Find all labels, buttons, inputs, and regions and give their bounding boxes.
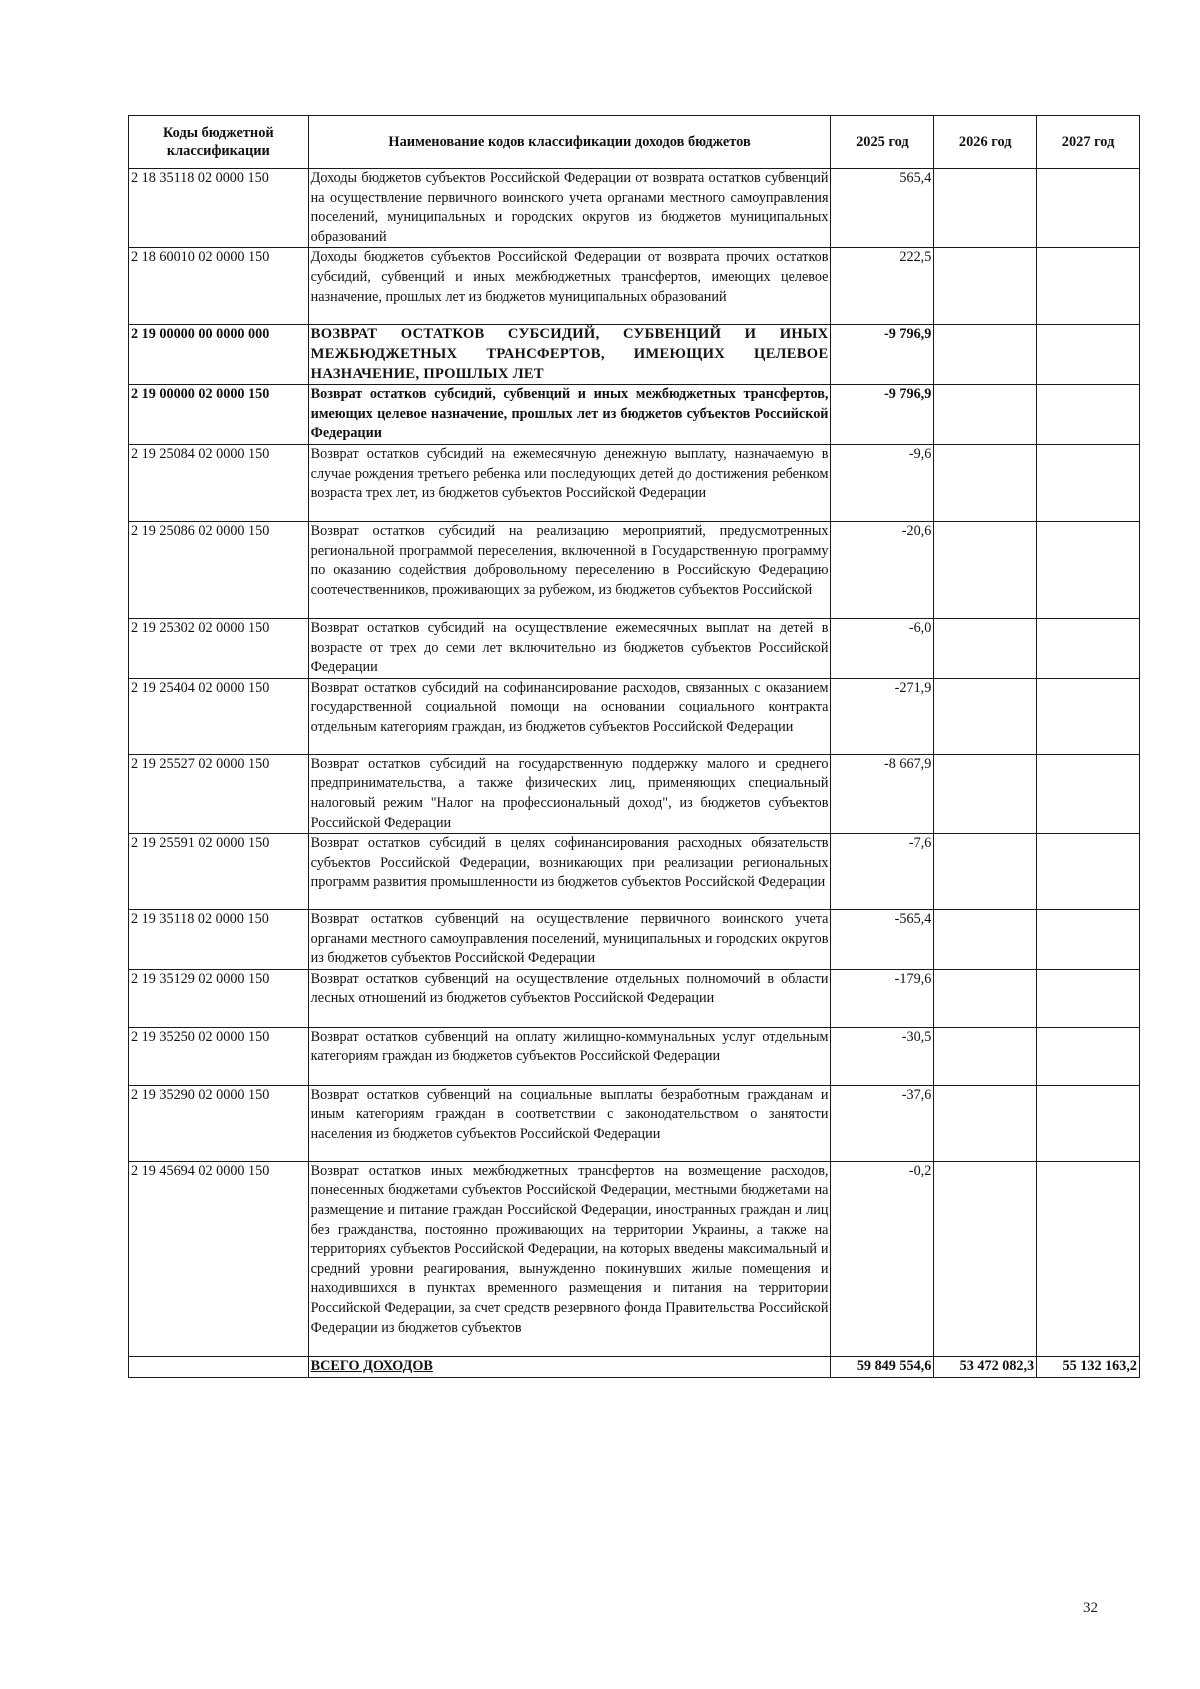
table-header-row: [129, 116, 1140, 169]
cell-2026: [934, 325, 1037, 385]
cell-name: Возврат остатков субвенций на оплату жилищно-коммунальных услуг отдельным категориям граждан из бюджетов субъектов Российской Федерации: [308, 1027, 831, 1085]
cell-name: Возврат остатков субсидий, субвенций и иных межбюджетных трансфертов, имеющих целевое назначение, прошлых лет из бюджетов субъектов Российской Федерации: [308, 385, 831, 445]
total-label: ВСЕГО ДОХОДОВ: [308, 1356, 831, 1377]
cell-2025: -8 667,9: [831, 754, 934, 833]
cell-2026: [934, 444, 1037, 521]
cell-2025: -37,6: [831, 1085, 934, 1161]
cell-code: 2 19 25527 02 0000 150: [129, 754, 309, 833]
cell-code: 2 19 35250 02 0000 150: [129, 1027, 309, 1085]
total-2026: 53 472 082,3: [934, 1356, 1037, 1377]
cell-2027: [1037, 618, 1140, 678]
cell-2027: [1037, 169, 1140, 248]
header-code: Коды бюджетной классификации: [129, 116, 309, 169]
cell-code: 2 19 25591 02 0000 150: [129, 834, 309, 910]
cell-name: ВОЗВРАТ ОСТАТКОВ СУБСИДИЙ, СУБВЕНЦИЙ И ИНЫХ МЕЖБЮДЖЕТНЫХ ТРАНСФЕРТОВ, ИМЕЮЩИХ ЦЕЛЕВОЕ НАЗНАЧЕНИЕ, ПРОШЛЫХ ЛЕТ: [308, 325, 831, 385]
cell-2026: [934, 1161, 1037, 1356]
cell-code: 2 19 35129 02 0000 150: [129, 969, 309, 1027]
table-row: [129, 325, 1140, 385]
cell-code: 2 19 25302 02 0000 150: [129, 618, 309, 678]
cell-code: 2 19 00000 02 0000 150: [129, 385, 309, 445]
table-body: [129, 169, 1140, 1378]
cell-2026: [934, 385, 1037, 445]
cell-name: Возврат остатков субсидий на софинансирование расходов, связанных с оказанием государственной социальной помощи на основании социального контракта отдельным категориям граждан, из бюджетов субъектов Российской Федерации: [308, 678, 831, 754]
cell-2025: -0,2: [831, 1161, 934, 1356]
cell-2026: [934, 618, 1037, 678]
cell-2026: [934, 248, 1037, 325]
header-name: Наименование кодов классификации доходов бюджетов: [308, 116, 831, 169]
cell-2026: [934, 678, 1037, 754]
table-row: [129, 1027, 1140, 1085]
cell-2026: [934, 169, 1037, 248]
revenue-table: [128, 115, 1140, 1378]
cell-2027: [1037, 1027, 1140, 1085]
table-row: [129, 678, 1140, 754]
cell-code: 2 19 25404 02 0000 150: [129, 678, 309, 754]
cell-2027: [1037, 1085, 1140, 1161]
cell-code: 2 19 45694 02 0000 150: [129, 1161, 309, 1356]
cell-2025: 565,4: [831, 169, 934, 248]
cell-2025: -9 796,9: [831, 385, 934, 445]
cell-name: Возврат остатков иных межбюджетных трансфертов на возмещение расходов, понесенных бюджетами субъектов Российской Федерации, местными бюджетами на размещение и питание граждан Российской Федерации, иностранных граждан и лиц без гражданства, постоянно проживающих на территории Украины, а также на территориях субъектов Российской Федерации, на которых введены максимальный и средний уровни реагирования, вынужденно покинувших жилые помещения и находившихся в пунктах временного размещения и питания на территории Российской Федерации, за счет средств резервного фонда Правительства Российской Федерации из бюджетов субъектов: [308, 1161, 831, 1356]
table-row: [129, 754, 1140, 833]
cell-2025: -20,6: [831, 521, 934, 618]
table-row: [129, 385, 1140, 445]
cell-2027: [1037, 678, 1140, 754]
cell-code: 2 18 60010 02 0000 150: [129, 248, 309, 325]
total-2027: 55 132 163,2: [1037, 1356, 1140, 1377]
cell-code: 2 19 25086 02 0000 150: [129, 521, 309, 618]
cell-2027: [1037, 325, 1140, 385]
total-code: [129, 1356, 309, 1377]
table-row: [129, 618, 1140, 678]
table-row: [129, 444, 1140, 521]
cell-name: Возврат остатков субсидий на государственную поддержку малого и среднего предпринимательства, а также физических лиц, применяющих специальный налоговый режим "Налог на профессиональный доход", из бюджетов субъектов Российской Федерации: [308, 754, 831, 833]
cell-code: 2 19 25084 02 0000 150: [129, 444, 309, 521]
cell-2026: [934, 834, 1037, 910]
cell-name: Возврат остатков субсидий на ежемесячную денежную выплату, назначаемую в случае рождения третьего ребенка или последующих детей до достижения ребенком возраста трех лет, из бюджетов субъектов Российской Федерации: [308, 444, 831, 521]
cell-name: Возврат остатков субвенций на социальные выплаты безработным гражданам и иным категориям граждан в соответствии с законодательством о занятости населения из бюджетов субъектов Российской Федерации: [308, 1085, 831, 1161]
cell-2027: [1037, 248, 1140, 325]
header-2025: 2025 год: [831, 116, 934, 169]
cell-2025: -9 796,9: [831, 325, 934, 385]
cell-2025: -179,6: [831, 969, 934, 1027]
cell-2026: [934, 1085, 1037, 1161]
table-row: [129, 910, 1140, 970]
cell-2025: -30,5: [831, 1027, 934, 1085]
cell-2027: [1037, 969, 1140, 1027]
cell-name: Доходы бюджетов субъектов Российской Федерации от возврата остатков субвенций на осуществление первичного воинского учета органами местного самоуправления поселений, муниципальных и городских округов из бюджетов муниципальных образований: [308, 169, 831, 248]
table-row: [129, 1085, 1140, 1161]
header-2026: 2026 год: [934, 116, 1037, 169]
cell-code: 2 19 35118 02 0000 150: [129, 910, 309, 970]
header-2027: 2027 год: [1037, 116, 1140, 169]
cell-2026: [934, 754, 1037, 833]
cell-name: Возврат остатков субсидий на реализацию мероприятий, предусмотренных региональной программой переселения, включенной в Государственную программу по оказанию содействия добровольному переселению в Российскую Федерацию соотечественников, проживающих за рубежом, из бюджетов субъектов Российской: [308, 521, 831, 618]
cell-name: Возврат остатков субвенций на осуществление отдельных полномочий в области лесных отношений из бюджетов субъектов Российской Федерации: [308, 969, 831, 1027]
table-row: [129, 1161, 1140, 1356]
cell-2027: [1037, 910, 1140, 970]
cell-2027: [1037, 834, 1140, 910]
cell-2026: [934, 969, 1037, 1027]
cell-2025: -565,4: [831, 910, 934, 970]
cell-2025: -9,6: [831, 444, 934, 521]
cell-2026: [934, 910, 1037, 970]
total-row: [129, 1356, 1140, 1377]
cell-2027: [1037, 521, 1140, 618]
cell-2025: -7,6: [831, 834, 934, 910]
cell-name: Возврат остатков субвенций на осуществление первичного воинского учета органами местного самоуправления поселений, муниципальных и городских округов из бюджетов субъектов Российской Федерации: [308, 910, 831, 970]
table-row: [129, 248, 1140, 325]
table-row: [129, 834, 1140, 910]
table-row: [129, 521, 1140, 618]
cell-code: 2 19 00000 00 0000 000: [129, 325, 309, 385]
cell-2027: [1037, 385, 1140, 445]
cell-name: Возврат остатков субсидий на осуществление ежемесячных выплат на детей в возрасте от трех до семи лет включительно из бюджетов субъектов Российской Федерации: [308, 618, 831, 678]
cell-2025: -271,9: [831, 678, 934, 754]
cell-2027: [1037, 444, 1140, 521]
cell-2025: -6,0: [831, 618, 934, 678]
cell-name: Доходы бюджетов субъектов Российской Федерации от возврата прочих остатков субсидий, субвенций и иных межбюджетных трансфертов, имеющих целевое назначение, прошлых лет из бюджетов муниципальных образований: [308, 248, 831, 325]
cell-2027: [1037, 754, 1140, 833]
cell-2025: 222,5: [831, 248, 934, 325]
cell-2026: [934, 1027, 1037, 1085]
table-row: [129, 969, 1140, 1027]
cell-name: Возврат остатков субсидий в целях софинансирования расходных обязательств субъектов Российской Федерации, возникающих при реализации региональных программ развития промышленности из бюджетов субъектов Российской Федерации: [308, 834, 831, 910]
table-row: [129, 169, 1140, 248]
page-number: 32: [1083, 1600, 1098, 1616]
cell-code: 2 18 35118 02 0000 150: [129, 169, 309, 248]
total-2025: 59 849 554,6: [831, 1356, 934, 1377]
cell-2026: [934, 521, 1037, 618]
cell-2027: [1037, 1161, 1140, 1356]
cell-code: 2 19 35290 02 0000 150: [129, 1085, 309, 1161]
